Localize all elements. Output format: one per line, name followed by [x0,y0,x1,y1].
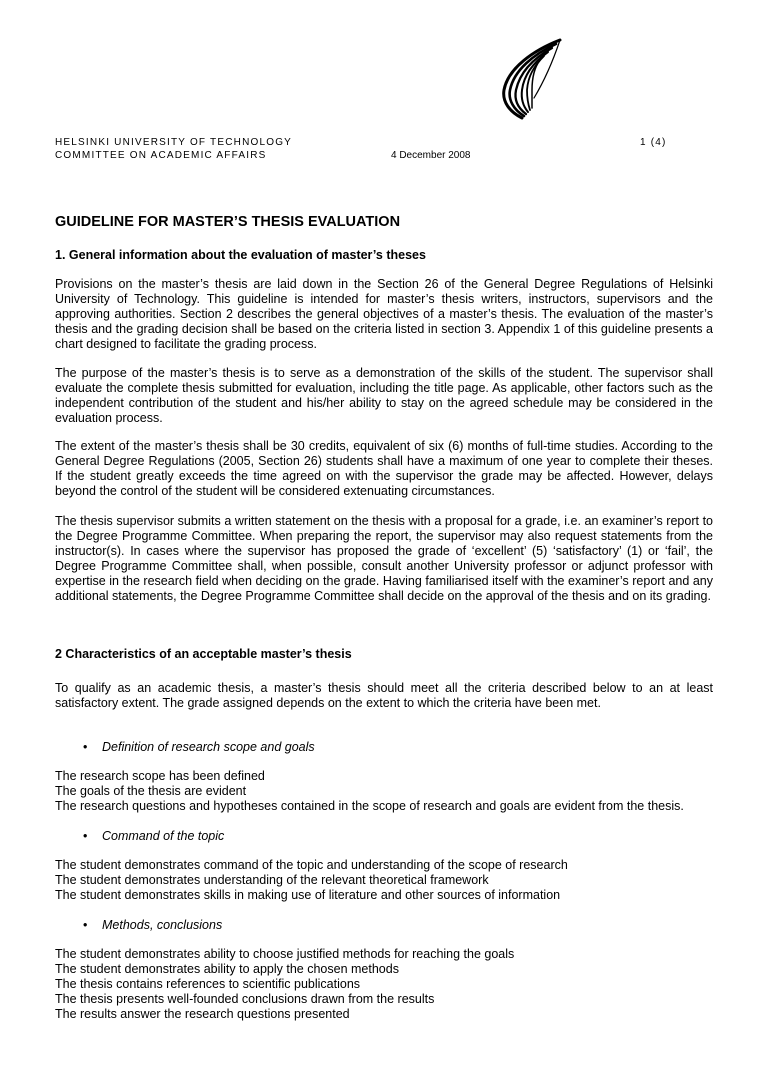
list-item: The student demonstrates understanding of the relevant theoretical framework [55,873,489,887]
list-item: The thesis contains references to scientific publications [55,977,361,991]
criterion-list [55,947,514,1022]
document-title: GUIDELINE FOR MASTER’S THESIS EVALUATION [55,214,401,230]
list-item: The results answer the research questions presented [55,1007,350,1021]
section-1-paragraph-2: The purpose of the master’s thesis is to serve as a demonstration of the skills of the student. The supervisor shall evaluate the complete thesis submitted for evaluation, including the title page. As applicable, other factors such as the independent contribution of the student and his/her ability to stay on the agreed schedule may be considered in the evaluation process. [55,366,713,425]
criterion-heading [83,740,315,754]
criterion-heading [83,918,222,932]
list-item: The student demonstrates ability to choose justified methods for reaching the goals [55,947,515,961]
section-1-paragraph-3: The extent of the master’s thesis shall be 30 credits, equivalent of six (6) months of full-time studies. According to the General Degree Regulations (2005, Section 26) students shall have a maximum of one year to complete their theses. If the student greatly exceeds the time agreed on with the supervisor the grade may be affected. However, delays beyond the control of the student will be considered extenuating circumstances. [55,439,713,498]
section-2-intro: To qualify as an academic thesis, a master’s thesis should meet all the criteria described below to an at least satisfactory extent. The grade assigned depends on the extent to which the criteria have been met. [55,681,713,710]
criterion-heading [83,829,224,843]
bullet-icon: • [83,918,88,932]
list-item: The research scope has been defined [55,769,265,783]
list-item: The student demonstrates skills in making use of literature and other sources of information [55,888,561,902]
university-name: HELSINKI UNIVERSITY OF TECHNOLOGY [55,137,293,148]
university-logo-icon [494,38,566,120]
list-item: The student demonstrates command of the topic and understanding of the scope of research [55,858,568,872]
criterion-list [55,858,568,903]
list-item: The student demonstrates ability to apply the chosen methods [55,962,399,976]
page-number: 1 (4) [640,137,667,148]
bullet-icon: • [83,740,88,754]
criterion-title: Methods, conclusions [102,918,223,932]
list-item: The thesis presents well-founded conclusions drawn from the results [55,992,435,1006]
criterion-title: Definition of research scope and goals [102,740,315,754]
section-1-heading: 1. General information about the evaluation of master’s theses [55,248,426,262]
section-2-heading: 2 Characteristics of an acceptable master’s thesis [55,647,352,661]
section-1-paragraph-4: The thesis supervisor submits a written statement on the thesis with a proposal for a grade, i.e. an examiner’s report to the Degree Programme Committee. When preparing the report, the supervisor may also request statements from the instructor(s). In cases where the supervisor has proposed the grade of ‘excellent’ (5) ‘satisfactory’ (1) or ‘fail’, the Degree Programme Committee shall, when possible, consult another University professor or adjunct professor with expertise in the research field when deciding on the grade. Having familiarised itself with the examiner’s report and any additional statements, the Degree Programme Committee shall decide on the approval of the thesis and on its grading. [55,514,713,603]
criterion-list [55,769,684,814]
document-date: 4 December 2008 [391,150,471,161]
criterion-title: Command of the topic [102,829,225,843]
list-item: The goals of the thesis are evident [55,784,247,798]
section-1-paragraph-1: Provisions on the master’s thesis are laid down in the Section 26 of the General Degree Regulations of Helsinki University of Technology. This guideline is intended for master’s thesis writers, instructors, supervisors and the approving authorities. Section 2 describes the general objectives of a master’s thesis. The evaluation of the master’s thesis and the grading decision shall be based on the criteria listed in section 3. Appendix 1 of this guideline presents a chart designed to facilitate the grading process. [55,277,713,351]
bullet-icon: • [83,829,88,843]
list-item: The research questions and hypotheses contained in the scope of research and goals are evident from the thesis. [55,799,684,813]
committee-name: COMMITTEE ON ACADEMIC AFFAIRS [55,150,267,161]
